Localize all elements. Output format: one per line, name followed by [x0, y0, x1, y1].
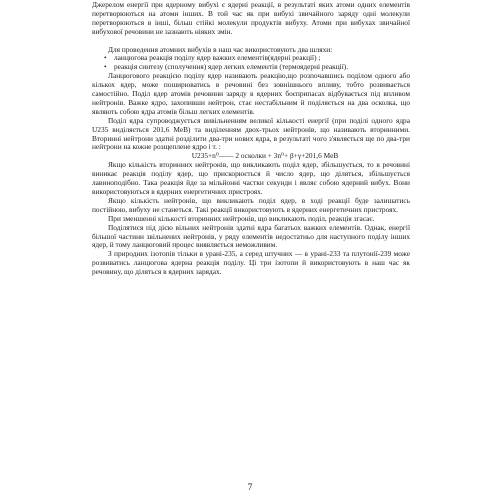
bullet-icon: •	[104, 53, 107, 63]
paragraph-isotopes: З природних ізотопів тільки в урані-235, а серед штучних — в урані-233 та плутонії-239 може розвиватись ланцюгова ядерна реакція поділу. Ці три ізотопи й використовують в наш час як речовину, що діляться в ядерних зарядах.	[92, 249, 410, 277]
paragraph-heavy-elements: Поділятися під дією вільних нейтронів здатні ядра багатьох важких елементів. Однак, енергії більшої частини звільнених нейтронів, у ряду елементів недостатньо для наступного поділу інших ядер, й тому ланцюговий процес виявляється неможливим.	[92, 222, 410, 250]
paragraph-chain-reaction: Ланцюгового реакцією поділу ядер називають реакцію,що розпочавшись поділом одного або кількох ядер, може поширюватись в речовині без зовнішнього впливу, тобто розвивається самостійно. Поділ ядер атомів речовини заряду в ядерних боєприпасах відбувається під впливом нейтронів. Важке ядро, захопивши нейтрон, стає нестабільним й поділяється на два осколка, що являють собою ядра атомів більш легких елементів.	[92, 71, 410, 116]
document-body	[92, 1, 410, 277]
paragraph-intro: Джерелом енергії при ядерному вибухі є ядерні реакції, в результаті яких атоми одних елементів перетворюються на атоми інших. В той час як при вибухі звичайного заряду одні молекули перетворюються в інші, більш стійкі молекули продуктів вибуху. Атоми при вибухах звичайної вибухової речовини не зазнають ніяких змін.	[92, 0, 410, 36]
bullet-icon: •	[104, 62, 107, 72]
list-item	[104, 63, 410, 72]
reaction-formula: U235+n⁰—— 2 осколки + 3n⁰+ β+γ+201,6 MeB	[191, 151, 339, 161]
page-number: 7	[247, 483, 253, 493]
list-item-text: реакція синтезу (сполучення) ядер легких елементів (термоядерні реакції).	[114, 62, 349, 72]
methods-list	[92, 54, 410, 72]
paragraph-decreasing-neutrons: При зменшенні кількості вторинних нейтронів, що викликають поділ, реакція згасає.	[108, 213, 375, 223]
paragraph-fission-energy: Поділ ядра супроводжується вивільненням великої кількості енергії (при поділі одного ядра U235 виділяється 201,6 MeB) та виділенням двох-трьох нейтронів, що називають вторинними. Вторинні нейтрони здатні розділити два-три нових ядра, в результаті чого з'являється ще по два-три нейтрони на кожне розщеплене ядро і т. :	[92, 115, 410, 152]
paragraph-constant-neutrons: Якщо кількість нейтронів, що викликають поділ ядер, в ході реакції буде залишатись постійною, вибуху не станеться. Такі реакції використовують в ядерних енергетичних пристроях.	[92, 195, 410, 214]
list-item-text: ланцюгова реакція поділу ядер важких елементів(ядерні реакції) ;	[114, 53, 321, 63]
paragraph-methods: Для проведення атомних вибухів в наш час використовують два шляхи:	[108, 44, 333, 54]
paragraph-explosion: Якщо кількість вторинних нейтронів, що викликають поділ ядер, збільшується, то в речовині виникає реакція поділу ядер, що прискорюється й число ядер, що діляться, збільшується лавиноподібно. Така реакція йде за мільйонні частки секунди і являє собою ядерний вибух. Вони використовуються в ядерних енергетичних пристроях.	[92, 160, 410, 197]
